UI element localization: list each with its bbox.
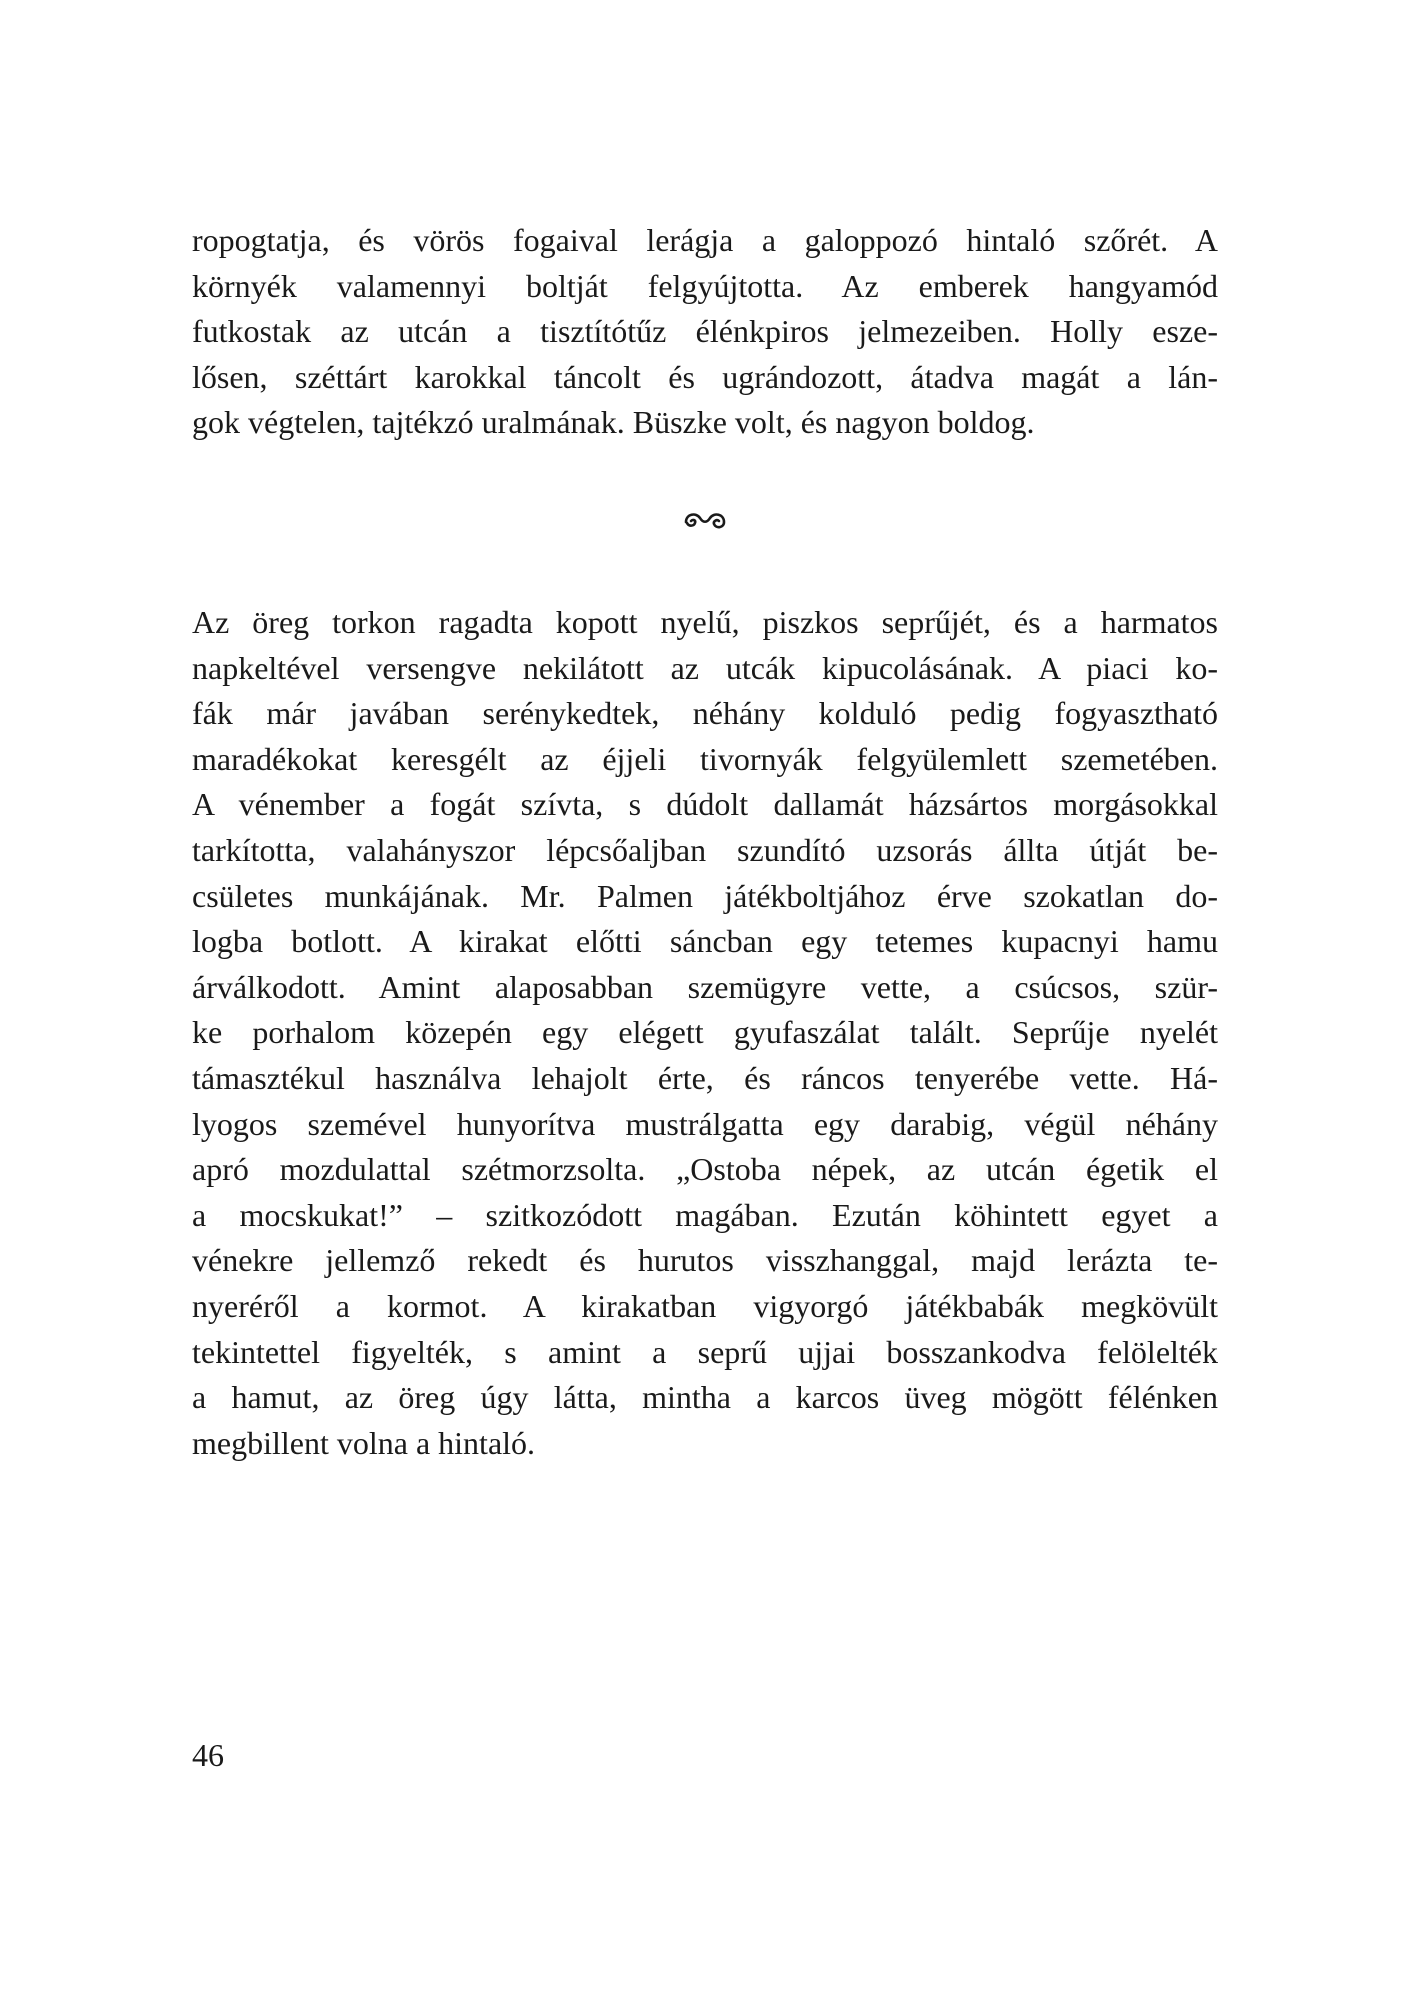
text-line: fák már javában serénykedtek, néhány kolduló pedig fogyasztható bbox=[192, 695, 1218, 732]
text-line: lősen, széttárt karokkal táncolt és ugrándozott, átadva magát a lán- bbox=[192, 358, 1218, 395]
text-line: környék valamennyi boltját felgyújtotta. Az emberek hangyamód bbox=[192, 267, 1218, 304]
text-line: tarkította, valahányszor lépcsőaljban szundító uzsorás állta útját be- bbox=[192, 831, 1218, 868]
section-break bbox=[0, 500, 1410, 540]
text-line: támasztékul használva lehajolt érte, és ráncos tenyerébe vette. Há- bbox=[192, 1059, 1218, 1096]
fleuron-ornament-icon bbox=[682, 508, 728, 532]
text-line: tekintettel figyelték, s amint a seprű ujjai bosszankodva felölelték bbox=[192, 1333, 1218, 1370]
page-number: 46 bbox=[192, 1737, 224, 1773]
text-line: napkeltével versengve nekilátott az utcák kipucolásának. A piaci ko- bbox=[192, 649, 1218, 686]
text-line: nyeréről a kormot. A kirakatban vigyorgó játékbabák megkövült bbox=[192, 1287, 1218, 1324]
text-line: maradékokat keresgélt az éjjeli tivornyák felgyülemlett szemetében. bbox=[192, 740, 1218, 777]
text-line: A vénember a fogát szívta, s dúdolt dallamát házsártos morgásokkal bbox=[192, 786, 1218, 823]
text-line: ke porhalom közepén egy elégett gyufaszálat talált. Seprűje nyelét bbox=[192, 1014, 1218, 1051]
text-line: ropogtatja, és vörös fogaival lerágja a galoppozó hintaló szőrét. A bbox=[192, 222, 1218, 258]
text-line: gok végtelen, tajtékzó uralmának. Büszke volt, és nagyon boldog. bbox=[192, 404, 1035, 441]
text-line: logba botlott. A kirakat előtti sáncban egy tetemes kupacnyi hamu bbox=[192, 923, 1218, 960]
text-line: megbillent volna a hintaló. bbox=[192, 1424, 536, 1461]
text-line: vénekre jellemző rekedt és hurutos visszhanggal, majd lerázta te- bbox=[192, 1242, 1218, 1279]
text-line: futkostak az utcán a tisztítótűz élénkpiros jelmezeiben. Holly esze- bbox=[192, 313, 1218, 350]
text-line: a hamut, az öreg úgy látta, mintha a karcos üveg mögött félénken bbox=[192, 1379, 1218, 1416]
text-line: apró mozdulattal szétmorzsolta. „Ostoba népek, az utcán égetik el bbox=[192, 1151, 1218, 1188]
paragraph-1 bbox=[192, 218, 1218, 446]
text-line: csületes munkájának. Mr. Palmen játékboltjához érve szokatlan do- bbox=[192, 877, 1218, 914]
text-line: lyogos szemével hunyorítva mustrálgatta egy darabig, végül néhány bbox=[192, 1105, 1218, 1142]
paragraph-2 bbox=[192, 600, 1218, 1466]
text-line: Az öreg torkon ragadta kopott nyelű, piszkos seprűjét, és a harmatos bbox=[192, 604, 1218, 640]
text-line: árválkodott. Amint alaposabban szemügyre vette, a csúcsos, szür- bbox=[192, 968, 1218, 1005]
text-line: a mocskukat!” – szitkozódott magában. Ezután köhintett egyet a bbox=[192, 1196, 1218, 1233]
